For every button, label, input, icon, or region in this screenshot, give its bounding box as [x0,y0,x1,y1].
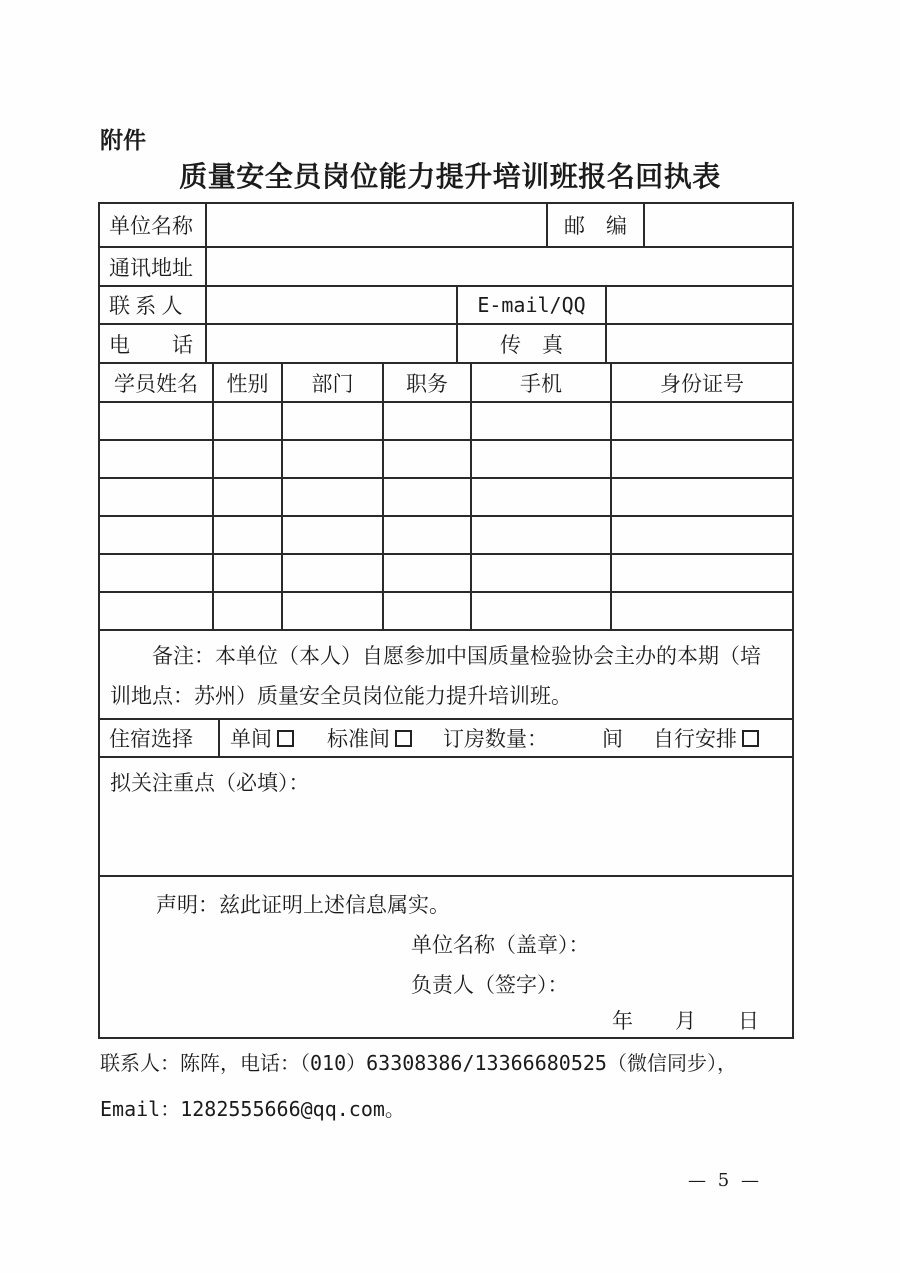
roster-empty-row [100,441,792,479]
phone-input[interactable] [207,325,458,362]
roster-cell[interactable] [472,403,612,439]
roster-cell[interactable] [384,403,472,439]
email-qq-input[interactable] [607,287,792,323]
roster-cell[interactable] [100,403,214,439]
single-room-option [230,723,294,753]
roster-cell[interactable] [283,479,384,515]
unit-name-row [100,204,792,248]
roster-empty-rows [100,403,792,631]
booking-qty-label: 订房数量： [443,727,548,751]
accommodation-label: 住宿选择 [100,720,220,756]
roster-cell[interactable] [384,593,472,629]
unit-name-label: 单位名称 [100,204,207,246]
remark-line2: 训地点：苏州）质量安全员岗位能力提升培训班。 [110,684,572,708]
roster-cell[interactable] [214,479,283,515]
declaration-statement: 声明：兹此证明上述信息属实。 [156,893,450,917]
roster-cell[interactable] [472,517,612,553]
roster-header-row [100,364,792,403]
roster-empty-row [100,593,792,631]
remark-line1: 备注：本单位（本人）自愿参加中国质量检验协会主办的本期（培 [152,644,761,668]
registration-form-table [98,202,794,1039]
roster-cell[interactable] [472,441,612,477]
footer-email-line: Email：1282555666@qq.com。 [100,1097,405,1121]
roster-header-department: 部门 [283,364,384,401]
unit-name-input[interactable] [207,204,548,246]
roster-header-position: 职务 [384,364,472,401]
phone-row [100,325,792,364]
roster-cell[interactable] [100,555,214,591]
roster-cell[interactable] [472,479,612,515]
postal-code-label: 邮 编 [548,204,645,246]
single-room-label: 单间 [230,727,272,751]
fax-label: 传 真 [458,325,607,362]
roster-cell[interactable] [214,593,283,629]
roster-cell[interactable] [384,479,472,515]
remark-section [100,631,792,720]
roster-cell[interactable] [472,593,612,629]
focus-section [100,758,792,877]
focus-input-area[interactable] [110,797,782,873]
roster-cell[interactable] [214,517,283,553]
roster-cell[interactable] [384,555,472,591]
address-label: 通讯地址 [100,248,207,285]
roster-cell[interactable] [214,403,283,439]
roster-cell[interactable] [612,517,792,553]
roster-empty-row [100,479,792,517]
roster-empty-row [100,517,792,555]
roster-cell[interactable] [100,479,214,515]
roster-empty-row [100,403,792,441]
roster-cell[interactable] [214,441,283,477]
self-arrange-label: 自行安排 [653,727,737,751]
roster-header-name: 学员姓名 [100,364,214,401]
attachment-label: 附件 [100,127,146,153]
roster-cell[interactable] [612,479,792,515]
roster-cell[interactable] [612,441,792,477]
standard-room-label: 标准间 [327,727,390,751]
address-row [100,248,792,287]
roster-cell[interactable] [283,555,384,591]
standard-room-checkbox[interactable] [395,730,412,747]
roster-cell[interactable] [384,441,472,477]
roster-cell[interactable] [100,593,214,629]
phone-label: 电 话 [100,325,207,362]
roster-cell[interactable] [283,441,384,477]
declaration-section [100,877,792,1037]
roster-cell[interactable] [612,593,792,629]
accommodation-row [100,720,792,758]
roster-cell[interactable] [612,403,792,439]
fax-input[interactable] [607,325,792,362]
roster-cell[interactable] [100,441,214,477]
contact-label: 联 系 人 [100,287,207,323]
accommodation-options [220,720,792,756]
email-qq-label: E-mail/QQ [458,287,607,323]
self-arrange-option [653,723,759,753]
roster-header-id-number: 身份证号 [660,371,744,396]
roster-header-gender: 性别 [214,364,283,401]
roster-cell[interactable] [612,555,792,591]
roster-header-mobile: 手机 [472,364,612,401]
page-number: — 5 — [688,1170,762,1191]
single-room-checkbox[interactable] [277,730,294,747]
roster-cell[interactable] [100,517,214,553]
contact-input[interactable] [207,287,458,323]
seal-label: 单位名称（盖章）： [411,933,590,957]
self-arrange-checkbox[interactable] [742,730,759,747]
address-input[interactable] [207,248,792,285]
roster-cell[interactable] [472,555,612,591]
contact-row [100,287,792,325]
footer-contact-line: 联系人：陈阵，电话：（010）63308386/13366680525（微信同步）， [100,1051,737,1075]
signature-label: 负责人（签字）： [411,973,569,997]
date-label: 年 月 日 [612,1009,759,1033]
roster-cell[interactable] [384,517,472,553]
roster-empty-row [100,555,792,593]
postal-code-input[interactable] [645,204,792,246]
roster-cell[interactable] [283,517,384,553]
roster-cell[interactable] [283,593,384,629]
roster-cell[interactable] [214,555,283,591]
footer-contact-info [100,1040,810,1132]
focus-label: 拟关注重点（必填）： [110,771,310,795]
qty-unit-label: 间 [602,727,623,751]
page-title: 质量安全员岗位能力提升培训班报名回执表 [179,161,721,192]
roster-cell[interactable] [283,403,384,439]
standard-room-option [327,723,412,753]
